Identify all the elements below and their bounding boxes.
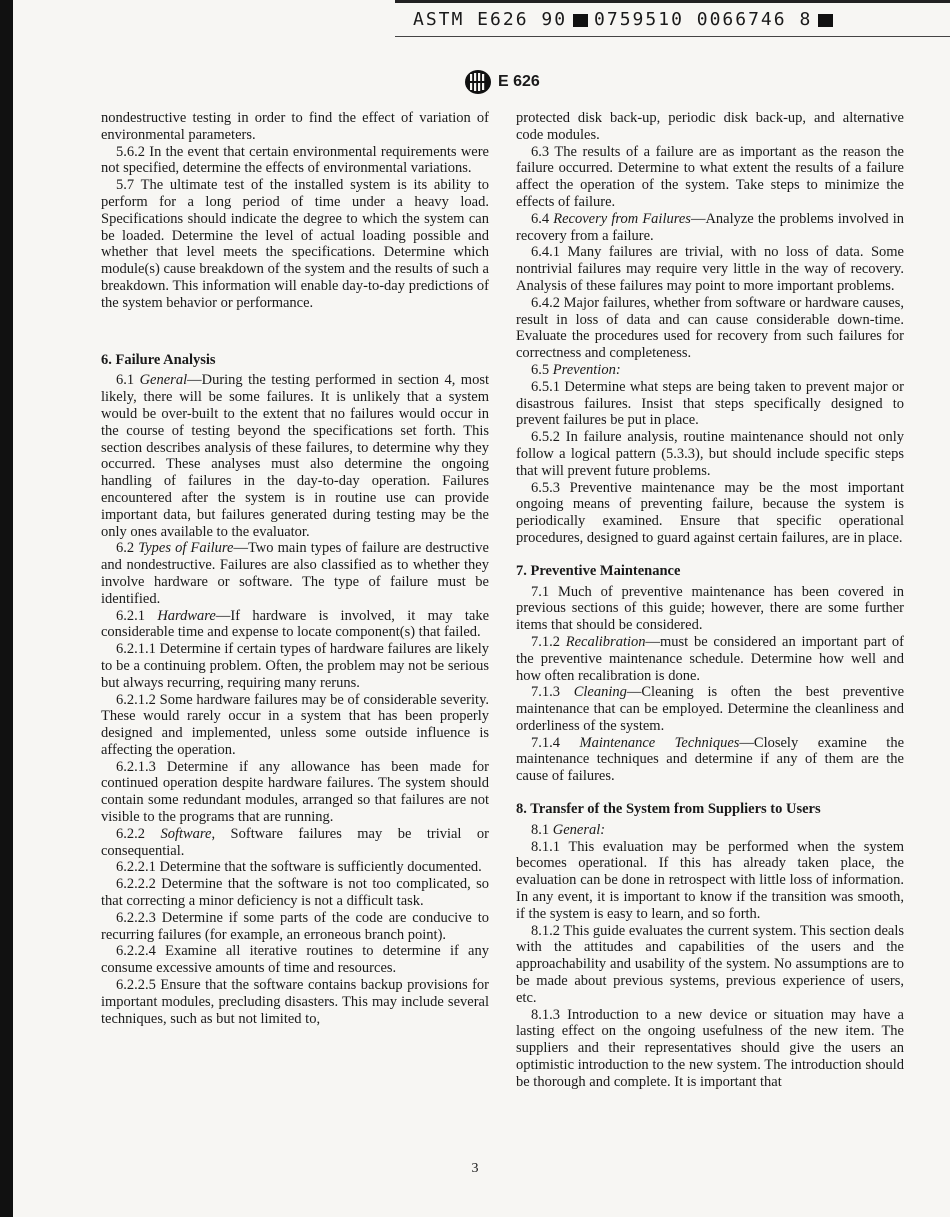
paragraph: 5.6.2 In the event that certain environmental requirements were not specified, determine the effects of environmental variations. xyxy=(101,143,489,177)
paragraph: 7.1 Much of preventive maintenance has been covered in previous sections of this guide; however, there are some further items that should be considered. xyxy=(516,583,904,634)
paragraph xyxy=(101,608,489,642)
paragraph: 8.1.1 This evaluation may be performed when the system becomes operational. If this has already taken place, the evaluation can be done in retrospect with little loss of information. In any event, it is important to know if the transition was smooth, if the system is easy to learn, and so forth. xyxy=(516,838,904,922)
paragraph: 6.2.2.2 Determine that the software is not too complicated, so that correcting a minor deficiency is not a difficult task. xyxy=(101,876,489,910)
left-column xyxy=(101,110,489,1027)
section-title: Recalibration xyxy=(565,633,646,650)
paragraph: 6.4.2 Major failures, whether from software or hardware causes, result in loss of data and can cause considerable down-time. Evaluate the procedures used for recovery from such failures for correctness and completeness. xyxy=(516,294,904,362)
section-text: —Closely examine the maintenance techniques and determine if any of them are the cause of failures. xyxy=(516,734,905,785)
section-number: 6.5 xyxy=(531,361,553,378)
scan-edge-bar xyxy=(0,0,13,1217)
section-title: General: xyxy=(552,821,606,838)
section-text: —Analyze the problems involved in recovery from a failure. xyxy=(516,210,904,244)
paragraph xyxy=(516,684,904,734)
paragraph: 6.2.1.1 Determine if certain types of hardware failures are likely to be a continuing problem. Often, the problem may not be serious but always recurring, requiring many reruns. xyxy=(101,641,489,691)
document-code-part1: ASTM E626 90 xyxy=(413,9,568,30)
paragraph xyxy=(101,826,489,860)
page-number: 3 xyxy=(471,1161,479,1176)
section-text: —During the testing performed in section 4, most likely, there will be some failures. It is unlikely that a system would be over-built to the extent that no failures would occur in the course of testing beyond the specifications set forth. This section describes analysis of these failures, to determine why they occurred. These analyses must also determine the ongoing handling of failures in the day-to-day operation. Failures encountered after the system is in routine use can provide important data, but failures generated during testing may be the only ones available to the evaluator. xyxy=(101,372,489,540)
paragraph: 6.5.2 In failure analysis, routine maintenance should not only follow a logical pattern (5.3.3), but should include specific steps that will prevent future problems. xyxy=(516,429,904,479)
paragraph: 5.7 The ultimate test of the installed system is its ability to perform for a long period of time under a heavy load. Specifications should indicate the degree to which the system can be loaded. Determine the level of actual loading possible and whether that level meets the specifications. Determine which module(s) cause breakdown of the system and the results of such a breakdown. This information will enable day-to-day predictions of the system behavior or performance. xyxy=(101,177,489,311)
section-number: 8.1 xyxy=(531,821,553,838)
section-heading: 6. Failure Analysis xyxy=(101,351,216,368)
section-title: Hardware xyxy=(157,607,216,624)
section-text: , Software failures may be trivial or consequential. xyxy=(101,825,489,859)
paragraph xyxy=(516,735,904,785)
paragraph: 6.2.2.5 Ensure that the software contains backup provisions for important modules, precluding disasters. This may include several techniques, such as but not limited to, xyxy=(101,977,489,1027)
paragraph xyxy=(516,211,904,245)
paragraph: protected disk back-up, periodic disk back-up, and alternative code modules. xyxy=(516,110,904,143)
paragraph: 6.5.3 Preventive maintenance may be the most important ongoing means of preventing failure, because the system is periodically examined. Ensure that specific operational procedures, designed to guard against certain failures, are in place. xyxy=(516,479,904,546)
paragraph: 6.4.1 Many failures are trivial, with no loss of data. Some nontrivial failures may require very little in the way of recovery. Analysis of these failures may point to more important problems. xyxy=(516,244,904,294)
section-text: —Cleaning is often the best preventive maintenance that can be employed. Determine the cleanliness and orderliness of the system. xyxy=(516,684,904,734)
paragraph: nondestructive testing in order to find the effect of variation of environmental parameters. xyxy=(101,110,489,143)
paragraph: 6.2.2.1 Determine that the software is sufficiently documented. xyxy=(116,859,482,876)
section-title: Software xyxy=(160,825,212,842)
designation-header xyxy=(464,68,540,96)
section-title: Cleaning xyxy=(573,684,627,701)
paragraph xyxy=(101,372,489,540)
paragraph: 8.1.2 This guide evaluates the current system. This section deals with the attitudes and capabilities of the users and the approachability and usability of the system. No assumptions are to be made about previous systems, previous experience of users, etc. xyxy=(516,922,904,1006)
black-block-mark xyxy=(573,14,588,27)
section-number: 7.1.4 xyxy=(531,734,580,751)
section-heading: 8. Transfer of the System from Suppliers to Users xyxy=(516,801,821,818)
section-number: 6.1 xyxy=(116,372,140,389)
astm-logo-icon xyxy=(464,69,492,95)
paragraph xyxy=(516,362,904,379)
paragraph xyxy=(516,634,904,684)
paragraph: 6.3 The results of a failure are as important as the reason the failure occurred. Determine to what extent the results of a failure affect the operation of the system. Take steps to minimize the effects of failure. xyxy=(516,143,904,210)
black-block-mark xyxy=(818,14,833,27)
paragraph: 6.2.1.2 Some hardware failures may be of considerable severity. These would rarely occur in a system that has been properly designed and implemented, unless some outside influence is affecting the operation. xyxy=(101,691,489,758)
section-title: Types of Failure xyxy=(138,540,234,557)
standard-designation: E 626 xyxy=(498,73,540,90)
section-number: 6.4 xyxy=(531,210,554,227)
paragraph: 6.2.2.4 Examine all iterative routines to determine if any consume excessive amounts of time and resources. xyxy=(101,943,489,977)
section-text: —must be considered an important part of the preventive maintenance schedule. Determine how well and how often recalibration is done. xyxy=(516,633,904,684)
header-rule xyxy=(395,36,950,37)
paragraph: 6.5.1 Determine what steps are being taken to prevent major or disastrous failures. Insist that steps specifically designed to prevent failures be put in place. xyxy=(516,378,904,429)
section-text: —If hardware is involved, it may take considerable time and expense to locate component(s) that failed. xyxy=(101,607,489,641)
section-text: —Two main types of failure are destructive and nondestructive. Failures are also classified as to whether they involve hardware or software. The type of failure must be identified. xyxy=(101,540,489,607)
section-heading: 7. Preventive Maintenance xyxy=(516,562,681,579)
section-number: 6.2.1 xyxy=(116,607,158,624)
section-title: General xyxy=(139,372,188,389)
document-code-header xyxy=(413,6,943,34)
right-column xyxy=(516,110,904,1091)
section-title: Maintenance Techniques xyxy=(579,734,740,751)
paragraph: 6.2.1.3 Determine if any allowance has been made for continued operation despite hardware failures. The system should contain some redundant modules, arranged so that failures are not visible to the programs that are running. xyxy=(101,758,489,826)
section-title: Recovery from Failures xyxy=(553,210,691,227)
paragraph: 6.2.2.3 Determine if some parts of the code are conducive to recurring failures (for example, an erroneous branch point). xyxy=(101,909,489,943)
section-number: 6.2 xyxy=(116,540,139,557)
section-number: 7.1.2 xyxy=(531,633,566,650)
top-rule xyxy=(395,0,950,3)
paragraph xyxy=(101,540,489,607)
paragraph: 8.1.3 Introduction to a new device or situation may have a lasting effect on the ongoing usefulness of the new item. The suppliers and their representatives should give the users an optimistic introduction to the new system. The introduction should be thorough and complete. It is important that xyxy=(516,1006,904,1090)
paragraph xyxy=(516,822,904,839)
section-title: Prevention: xyxy=(552,361,621,378)
section-number: 6.2.2 xyxy=(116,825,161,842)
document-code-part2: 0759510 0066746 8 xyxy=(594,9,813,30)
section-number: 7.1.3 xyxy=(531,684,574,701)
